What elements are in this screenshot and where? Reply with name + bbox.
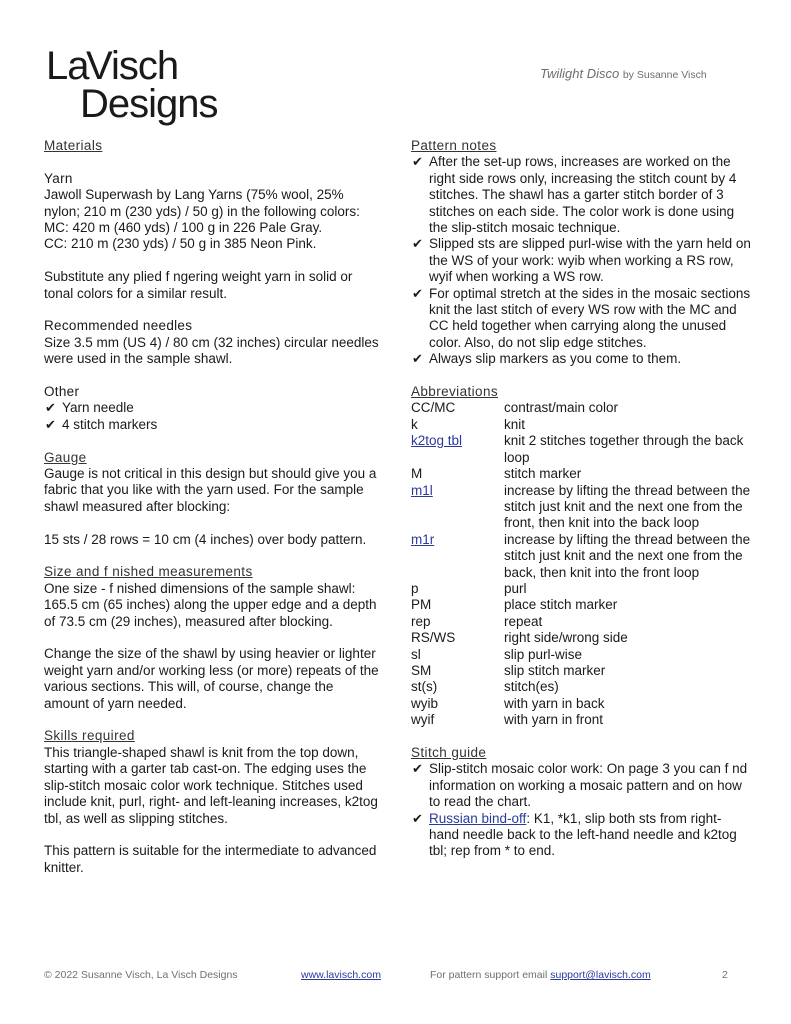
abbreviation-key: wyif [411,712,435,728]
yarn-heading: Yarn [44,170,73,186]
list-item [411,351,751,367]
gauge-value: 15 sts / 28 rows = 10 cm (4 inches) over body pattern. [44,531,367,547]
left-column [44,138,382,876]
abbreviation-key: M [411,466,423,482]
abbreviation-value: slip purl-wise [504,646,583,662]
abbreviation-value: with yarn in back [504,695,605,711]
abbreviation-value: increase by lifting the thread between the stitch just knit and the next one from the back, then knit into the front loop [504,531,751,580]
yarn-mc: MC: 420 m (460 yds) / 100 g in 226 Pale Gray. [44,220,323,236]
list-item-text: After the set-up rows, increases are worked on the right side rows only, increasing the stitch count by 4 stitches. The shawl has a garter stitch border of 3 stitches on each side. The color work is done using the slip-stitch mosaic technique. [429,154,737,236]
right-column [411,138,751,860]
abbreviation-value: right side/wrong side [504,630,628,646]
abbreviation-value: stitch(es) [504,679,559,695]
other-list [44,400,382,433]
table-row [411,581,751,597]
abbreviations-heading: Abbreviations [411,384,498,400]
abbreviation-key: p [411,580,419,596]
size-change: Change the size of the shawl by using heavier or lighter weight yarn and/or working less (or more) repeats of the various sections. This will, of course, change the amount of yarn needed. [44,646,379,711]
list-item [44,400,382,416]
checkmark-icon: ✔ [412,761,423,777]
checkmark-icon: ✔ [412,810,423,826]
list-item-text: Always slip markers as you come to them. [429,351,682,367]
abbreviations-table [411,400,751,728]
checkmark-icon: ✔ [412,351,423,367]
checkmark-icon: ✔ [412,285,423,301]
list-item [411,761,751,810]
abbreviation-value: repeat [504,613,543,629]
list-item [411,154,751,236]
size-heading: Size and f nished measurements [44,564,253,580]
materials-heading: Materials [44,138,103,153]
needles-text: Size 3.5 mm (US 4) / 80 cm (32 inches) circular needles were used in the sample shawl. [44,334,379,367]
notes-list [411,154,751,367]
footer-support [430,969,651,981]
checkmark-icon: ✔ [412,154,423,170]
table-row [411,433,751,466]
website-link[interactable]: www.lavisch.com [301,969,381,981]
pattern-title [540,66,707,81]
skills-heading: Skills required [44,728,135,744]
abbreviation-link[interactable]: m1l [411,482,433,498]
table-row [411,466,751,482]
checkmark-icon: ✔ [45,416,56,432]
abbreviation-key: wyib [411,695,439,711]
support-email-link[interactable]: support@lavisch.com [550,969,651,981]
skills-text: This triangle-shaped shawl is knit from the top down, starting with a garter tab cast-on. The edging uses the slip-stitch mosaic color work technique. Stitches used include knit, purl, right- and left-leaning increases, k2tog tbl, as well as slipping stitches. [44,744,378,826]
list-item [411,236,751,285]
page-number: 2 [722,969,728,981]
abbreviation-value: slip stitch marker [504,662,606,678]
brand-logo [44,44,244,124]
abbreviation-key: sl [411,646,421,662]
table-row [411,696,751,712]
table-row [411,679,751,695]
table-row [411,417,751,433]
logo-text-designs: Designs [80,82,218,126]
table-row [411,663,751,679]
abbreviation-key: CC/MC [411,400,456,416]
table-row [411,614,751,630]
list-item [44,417,382,433]
table-row [411,483,751,532]
list-item-text: Yarn needle [62,400,134,416]
table-row [411,532,751,581]
gauge-heading: Gauge [44,449,87,465]
table-row [411,630,751,646]
list-item-text: : K1, *k1, slip both sts from right-hand needle back to the left-hand needle and k2tog tbl; rep from * to end. [429,810,737,859]
yarn-text: Jawoll Superwash by Lang Yarns (75% wool, 25% nylon; 210 m (230 yds) / 50 g) in the following colors: [44,187,360,219]
pattern-name: Twilight Disco [540,66,620,81]
yarn-substitute: Substitute any plied f ngering weight yarn in solid or tonal colors for a similar result. [44,269,353,301]
list-item [411,811,751,860]
table-row [411,597,751,613]
yarn-cc: CC: 210 m (230 yds) / 50 g in 385 Neon Pink. [44,236,317,252]
checkmark-icon: ✔ [412,236,423,252]
abbreviation-key: SM [411,662,432,678]
pattern-byline: by Susanne Visch [622,69,707,81]
abbreviation-value: place stitch marker [504,597,618,613]
abbreviation-key: PM [411,597,432,613]
skills-level: This pattern is suitable for the intermediate to advanced knitter. [44,843,377,875]
abbreviation-key: rep [411,613,431,629]
list-item-text: For optimal stretch at the sides in the mosaic sections knit the last stitch of every WS row with the MC and CC held together when carrying along the unused color. Also, do not slip edge stitches. [429,285,751,350]
stitch-guide-list [411,761,751,859]
table-row [411,400,751,416]
abbreviation-key: k [411,416,418,432]
size-text: One size - f nished dimensions of the sample shawl: 165.5 cm (65 inches) along the upper edge and a depth of 73.5 cm (29 inches), measured after blocking. [44,580,377,629]
needles-heading: Recommended needles [44,318,193,334]
abbreviation-key: RS/WS [411,630,456,646]
checkmark-icon: ✔ [45,400,56,416]
table-row [411,712,751,728]
list-item-text: Slip-stitch mosaic color work: On page 3 you can f nd information on working a mosaic pattern and on how to read the chart. [429,761,748,810]
logo-text-visch: Visch [86,44,179,88]
other-heading: Other [44,384,80,400]
list-item-text: 4 stitch markers [62,416,158,432]
support-text: For pattern support email [430,969,551,981]
gauge-text: Gauge is not critical in this design but should give you a fabric that you like with the yarn used. For the sample shawl measured after blocking: [44,466,377,514]
abbreviation-value: knit [504,416,526,432]
stitch-guide-heading: Stitch guide [411,745,487,760]
abbreviation-value: stitch marker [504,466,582,482]
footer-copyright: © 2022 Susanne Visch, La Visch Designs [44,969,238,981]
logo-text-la: La [46,44,89,88]
abbreviation-key: st(s) [411,679,438,695]
list-item [411,286,751,352]
abbreviation-link[interactable]: m1r [411,531,435,547]
abbreviation-value: increase by lifting the thread between the stitch just knit and the next one from the front, then knit into the back loop [504,482,751,531]
abbreviation-value: contrast/main color [504,400,619,416]
table-row [411,647,751,663]
list-item-text: Slipped sts are slipped purl-wise with the yarn held on the WS of your work: wyib when working a RS row, wyif when working a WS row. [429,236,751,285]
abbreviation-value: knit 2 stitches together through the back loop [504,433,744,465]
abbreviation-value: purl [504,580,527,596]
abbreviation-link[interactable]: k2tog tbl [411,433,463,449]
russian-bind-off-link[interactable]: Russian bind-off [429,810,527,826]
notes-heading: Pattern notes [411,138,497,153]
abbreviation-value: with yarn in front [504,712,604,728]
